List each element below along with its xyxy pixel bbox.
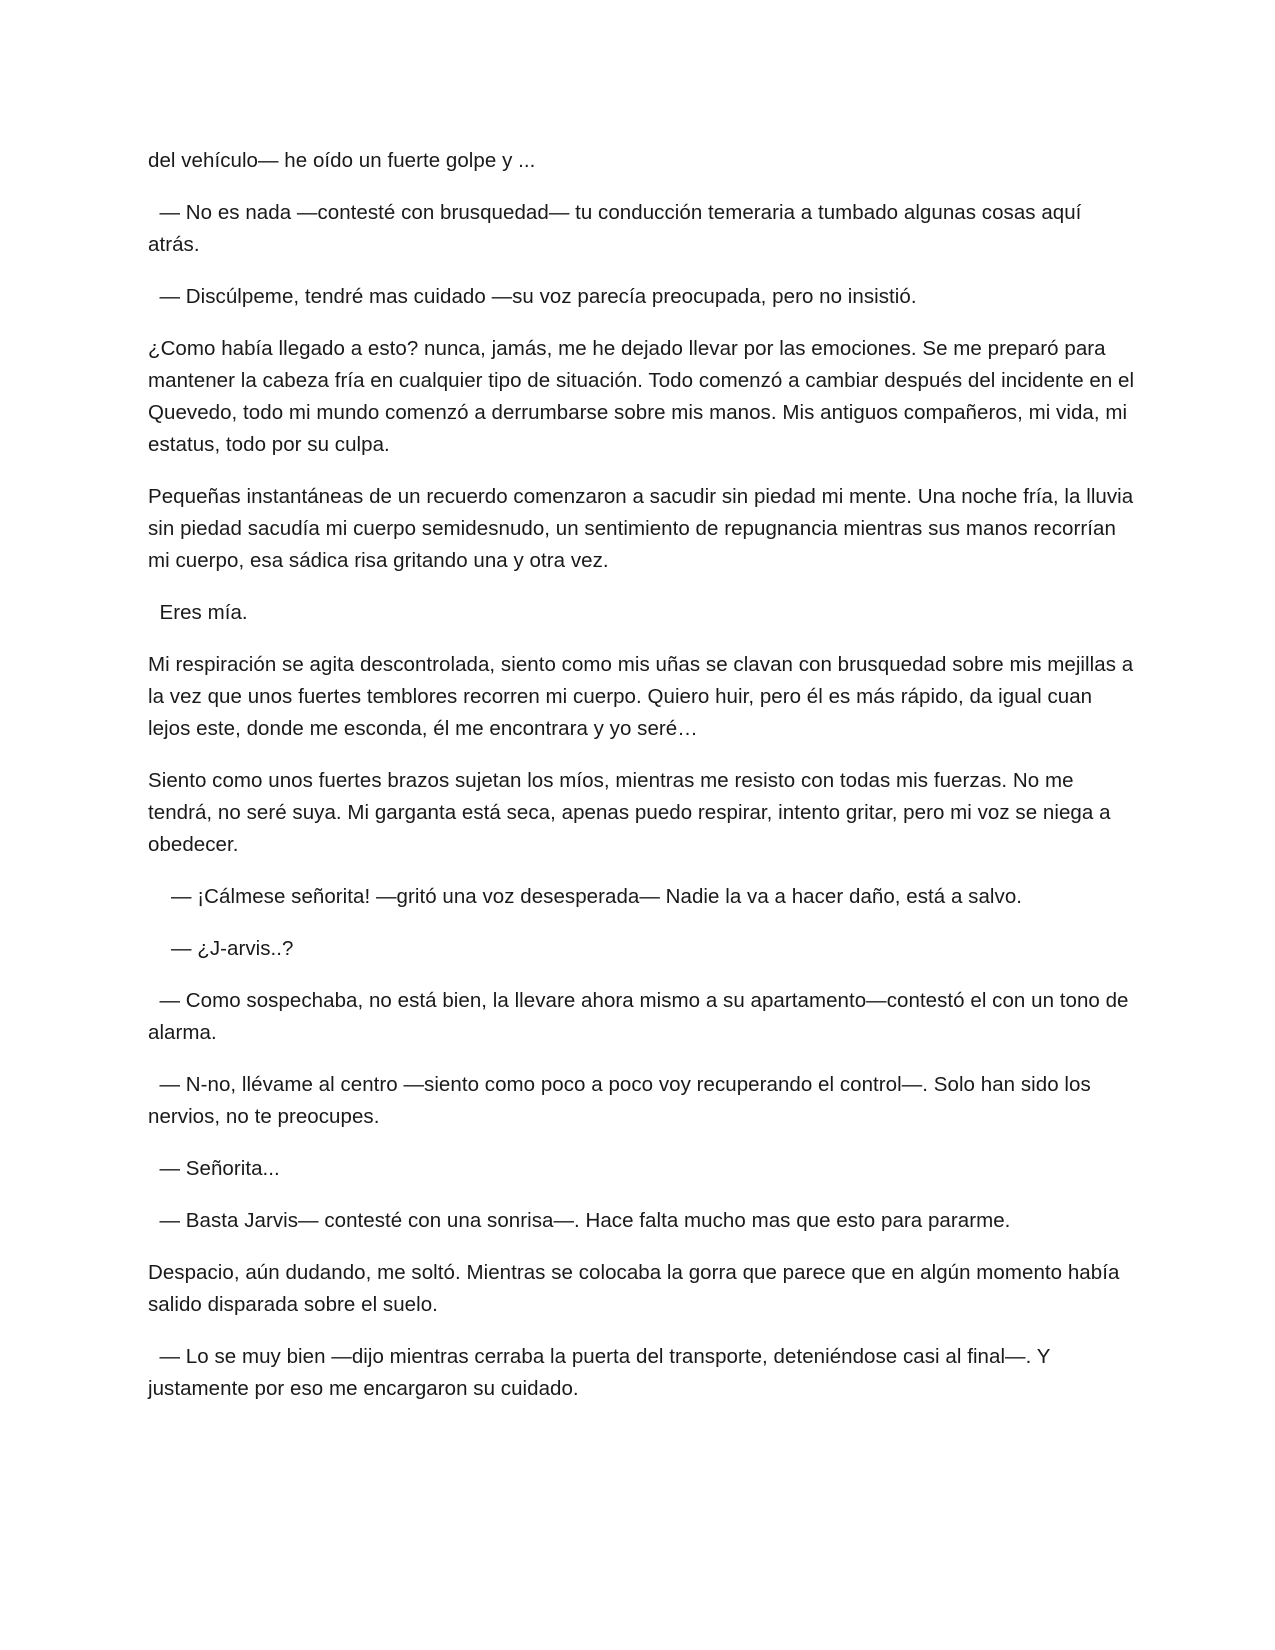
- memory-line: Eres mía.: [148, 601, 248, 624]
- dialogue-line: — ¡Cálmese señorita! —gritó una voz desesperada— Nadie la va a hacer daño, está a salvo.: [148, 885, 1023, 908]
- dialogue-line: — ¿J-arvis..?: [148, 937, 294, 960]
- dialogue-line: — Como sospechaba, no está bien, la llevare ahora mismo a su apartamento—contestó el con un tono de alarma.: [148, 989, 1135, 1044]
- paragraph-continuation: del vehículo— he oído un fuerte golpe y ...: [148, 149, 536, 172]
- document-body: [148, 145, 1138, 1425]
- dialogue-line: — Lo se muy bien —dijo mientras cerraba la puerta del transporte, deteniéndose casi al final—. Y justamente por eso me encargaron su cuidado.: [148, 1345, 1056, 1400]
- dialogue-line: — Basta Jarvis— contesté con una sonrisa—. Hace falta mucho mas que esto para pararme.: [148, 1209, 1011, 1232]
- dialogue-line: — N-no, llévame al centro —siento como poco a poco voy recuperando el control—. Solo han sido los nervios, no te preocupes.: [148, 1073, 1097, 1128]
- dialogue-line: — Discúlpeme, tendré mas cuidado —su voz parecía preocupada, pero no insistió.: [148, 285, 917, 308]
- dialogue-line: — No es nada —contesté con brusquedad— tu conducción temeraria a tumbado algunas cosas aquí atrás.: [148, 201, 1088, 256]
- narrative-paragraph: Despacio, aún dudando, me soltó. Mientras se colocaba la gorra que parece que en algún momento había salido disparada sobre el suelo.: [148, 1261, 1126, 1316]
- narrative-paragraph: Mi respiración se agita descontrolada, siento como mis uñas se clavan con brusquedad sobre mis mejillas a la vez que unos fuertes temblores recorren mi cuerpo. Quiero huir, pero él es más rápido, da igual cuan lejos este, donde me esconda, él me encontrara y yo seré…: [148, 653, 1139, 740]
- dialogue-line: — Señorita...: [148, 1157, 280, 1180]
- narrative-paragraph: Pequeñas instantáneas de un recuerdo comenzaron a sacudir sin piedad mi mente. Una noche fría, la lluvia sin piedad sacudía mi cuerpo semidesnudo, un sentimiento de repugnancia mientras sus manos recorrían mi cuerpo, esa sádica risa gritando una y otra vez.: [148, 485, 1139, 572]
- narrative-paragraph: Siento como unos fuertes brazos sujetan los míos, mientras me resisto con todas mis fuerzas. No me tendrá, no seré suya. Mi garganta está seca, apenas puedo respirar, intento gritar, pero mi voz se niega a obedecer.: [148, 769, 1117, 856]
- narrative-paragraph: ¿Como había llegado a esto? nunca, jamás, me he dejado llevar por las emociones. Se me preparó para mantener la cabeza fría en cualquier tipo de situación. Todo comenzó a cambiar después del incidente en el Quevedo, todo mi mundo comenzó a derrumbarse sobre mis manos. Mis antiguos compañeros, mi vida, mi estatus, todo por su culpa.: [148, 337, 1140, 456]
